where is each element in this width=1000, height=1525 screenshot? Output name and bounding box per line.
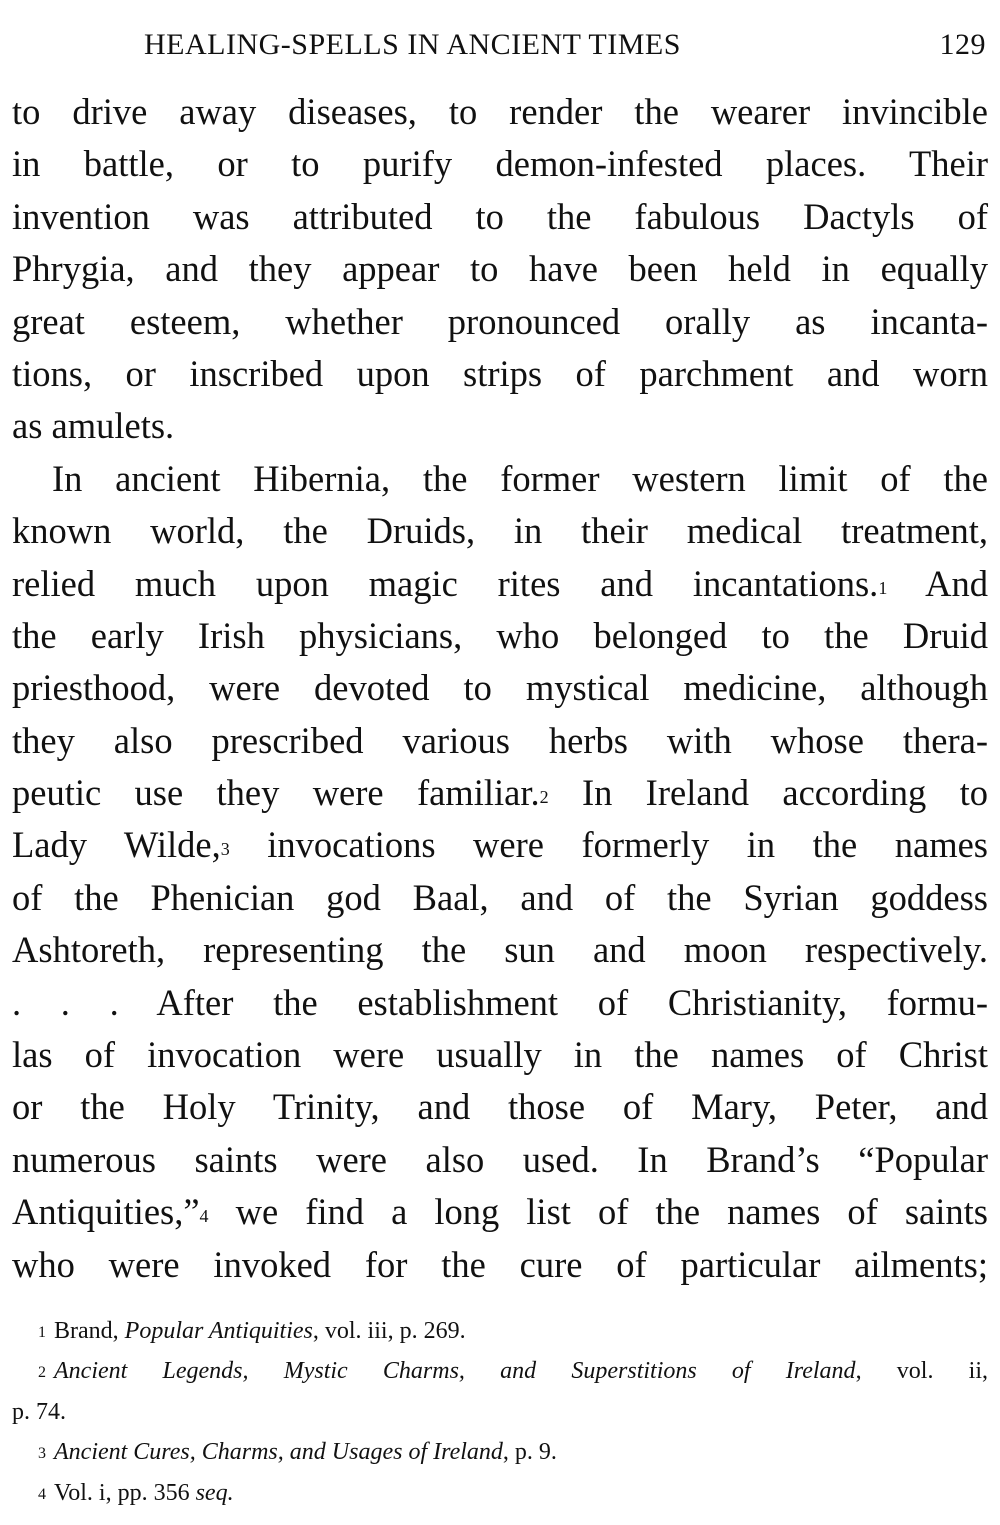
footnote-text: Vol. i, pp. 356	[54, 1479, 196, 1506]
footnotes	[12, 1311, 988, 1514]
footnote-title: Ancient Legends, Mystic Charms,	[54, 1358, 465, 1385]
text-line: they also prescribed various herbs with whose thera-	[12, 719, 988, 761]
footnote-title: Ireland	[785, 1358, 856, 1385]
text-line	[12, 819, 988, 871]
footnote-text: , vol. iii, p. 269.	[312, 1317, 466, 1344]
footnote-title: and	[283, 1439, 332, 1466]
footnote-1	[12, 1311, 988, 1352]
text-line: tions, or inscribed upon strips of parchment and worn	[12, 352, 988, 394]
footnote-text: Brand,	[54, 1317, 125, 1344]
footnote-mark: 2	[38, 1364, 46, 1382]
text-segment: In Ireland according to	[581, 772, 989, 814]
text-segment: we find a long list of the names of saints	[235, 1191, 988, 1233]
footnote-2	[12, 1351, 988, 1392]
text-segment: peutic use they were familiar.	[12, 772, 540, 814]
footnote-ref: 2	[539, 787, 549, 808]
text-line	[12, 767, 988, 819]
running-title: HEALING-SPELLS IN ANCIENT TIMES	[144, 28, 681, 61]
footnote-title: Ireland	[433, 1439, 503, 1466]
text-line: Phrygia, and they appear to have been held in equally	[12, 248, 988, 290]
text-line: who were invoked for the cure of particular ailments;	[12, 1243, 988, 1285]
text-line: Ashtoreth, representing the sun and moon respectively.	[12, 929, 988, 971]
footnote-ref: 4	[199, 1206, 209, 1227]
footnote-4	[12, 1473, 988, 1514]
text-line	[12, 558, 988, 610]
footnote-title: Superstitions	[571, 1358, 697, 1385]
text-line: invention was attributed to the fabulous Dactyls of	[12, 195, 988, 237]
text-segment: Lady Wilde,	[12, 824, 221, 866]
footnote-2-continuation: p. 74.	[12, 1398, 66, 1425]
footnote-mark: 3	[38, 1445, 46, 1463]
footnote-title: of	[696, 1358, 786, 1385]
text-segment: Antiquities,”	[12, 1191, 200, 1233]
footnote-title: Ancient Cures, Charms,	[54, 1439, 284, 1466]
text-line	[12, 1186, 988, 1238]
text-line: as amulets.	[12, 405, 175, 447]
text-segment: And	[925, 562, 988, 604]
page-number: 129	[939, 28, 986, 61]
footnote-title: of	[402, 1439, 434, 1466]
text-line: priesthood, were devoted to mystical medicine, although	[12, 667, 988, 709]
body-text	[12, 86, 988, 1291]
running-head	[12, 28, 988, 82]
text-line: In ancient Hibernia, the former western limit of the	[52, 457, 988, 499]
footnote-3	[12, 1432, 988, 1473]
book-page	[12, 28, 988, 1513]
text-line: . . . After the establishment of Christianity, formu-	[12, 981, 988, 1023]
text-line: the early Irish physicians, who belonged to the Druid	[12, 614, 988, 656]
footnote-ref: 3	[220, 839, 230, 860]
footnote-mark: 4	[38, 1485, 46, 1503]
text-line: numerous saints were also used. In Brand’s “Popular	[12, 1138, 988, 1180]
text-line: in battle, or to purify demon-infested places. Their	[12, 143, 988, 185]
footnote-text: , vol. ii,	[855, 1358, 988, 1385]
footnote-ref: 1	[878, 577, 888, 598]
text-segment: invocations were formerly in the names	[267, 824, 989, 866]
footnote-title: Usages	[331, 1439, 403, 1466]
footnote-title: Popular Antiquities	[124, 1317, 313, 1344]
footnote-text: , p. 9.	[502, 1439, 557, 1466]
text-segment: relied much upon magic rites and incantations.	[12, 562, 879, 604]
footnote-title: and	[464, 1358, 572, 1385]
text-line: las of invocation were usually in the names of Christ	[12, 1034, 988, 1076]
text-line: great esteem, whether pronounced orally as incanta-	[12, 300, 988, 342]
text-line: known world, the Druids, in their medical treatment,	[12, 510, 988, 552]
text-line: to drive away diseases, to render the wearer invincible	[12, 91, 988, 132]
text-line: or the Holy Trinity, and those of Mary, Peter, and	[12, 1086, 988, 1128]
footnote-title: seq.	[195, 1479, 234, 1506]
footnote-mark: 1	[38, 1323, 46, 1341]
text-line: of the Phenician god Baal, and of the Syrian goddess	[12, 876, 988, 918]
